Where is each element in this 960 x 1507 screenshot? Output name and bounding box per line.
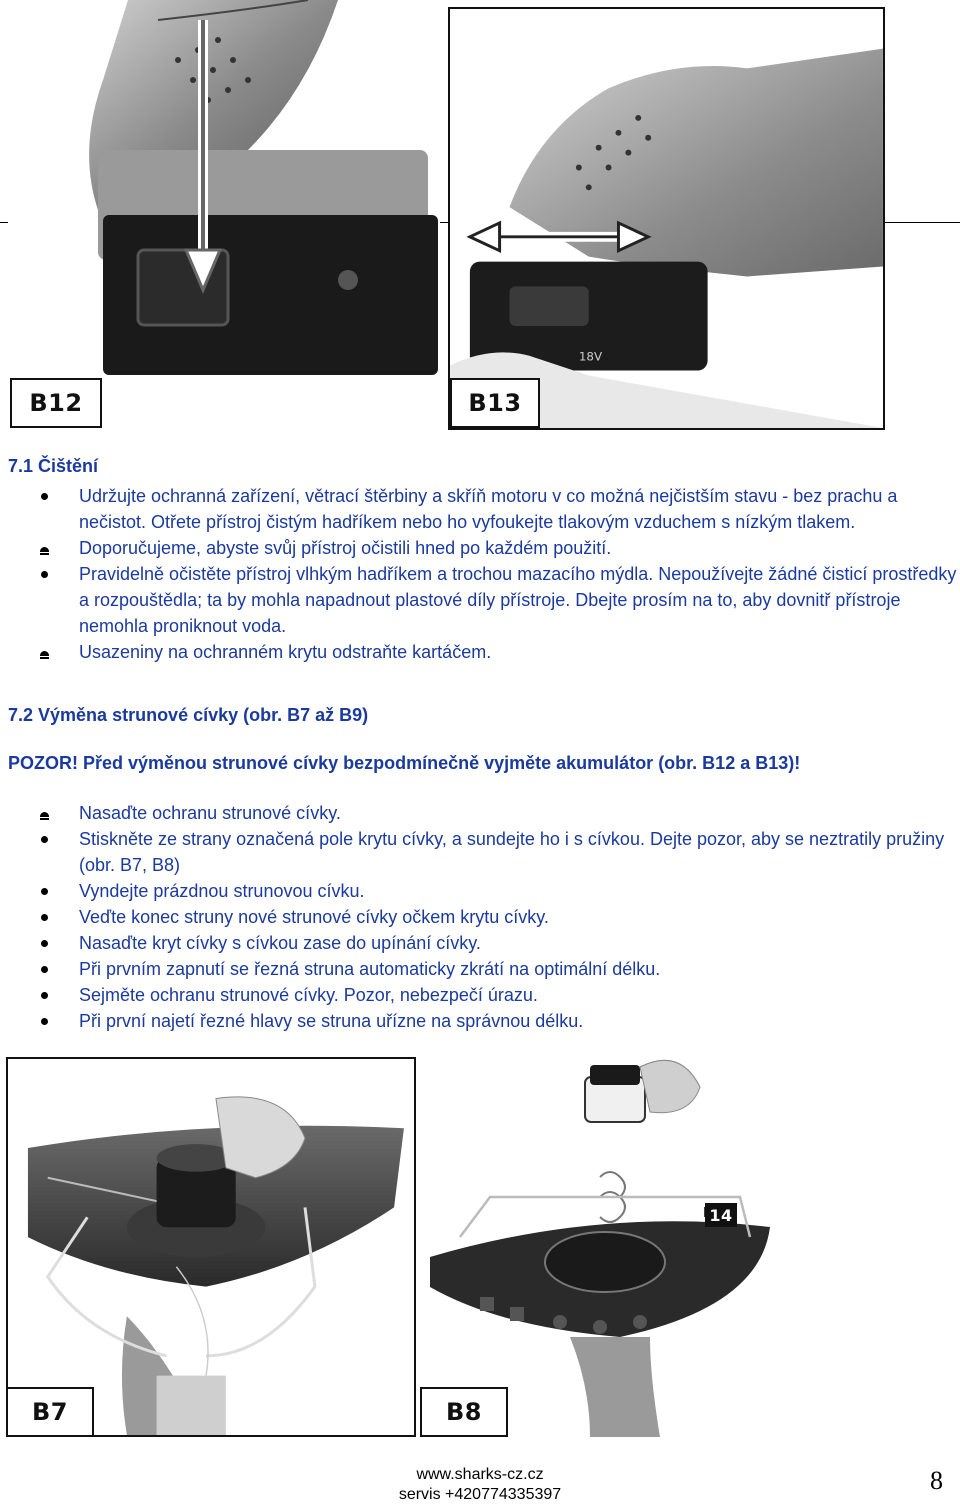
list-item — [0, 930, 960, 956]
bullet-icon — [41, 493, 48, 500]
figure-b12-label: B12 — [10, 378, 102, 428]
list-item — [0, 878, 960, 904]
list-item-text: Nasaďte kryt cívky s cívkou zase do upínání cívky. — [79, 933, 481, 953]
bullet-icon — [40, 812, 49, 817]
section-cleaning-heading: 7.1 Čištění — [8, 456, 99, 476]
list-item — [0, 561, 960, 639]
bullet-icon — [41, 888, 48, 895]
bullet-icon — [41, 1018, 48, 1025]
bullet-icon — [40, 651, 49, 656]
cleaning-list — [0, 483, 960, 665]
bullet-icon — [40, 547, 49, 552]
bullet-icon — [41, 836, 48, 843]
replace-list — [0, 800, 960, 1034]
list-item-text: Usazeniny na ochranném krytu odstraňte kartáčem. — [79, 642, 492, 662]
list-item-text: Nasaďte ochranu strunové cívky. — [79, 803, 341, 823]
battery-remove-illustration — [450, 9, 883, 428]
page-number: 8 — [930, 1466, 943, 1495]
list-item — [0, 956, 960, 982]
list-item — [0, 826, 960, 878]
figure-b12-photo — [8, 0, 440, 430]
footer-website: www.sharks-cz.cz — [416, 1466, 544, 1483]
list-item — [0, 483, 960, 535]
bullet-icon — [41, 571, 48, 578]
list-item-text: Vyndejte prázdnou strunovou cívku. — [79, 881, 365, 901]
section-replace-heading: 7.2 Výměna strunové cívky (obr. B7 až B9) — [8, 705, 369, 725]
figure-b8-callout: 14 — [705, 1203, 737, 1227]
battery-insert-illustration — [8, 0, 440, 430]
list-item-text: Sejměte ochranu strunové cívky. Pozor, nebezpečí úrazu. — [79, 985, 538, 1005]
list-item — [0, 904, 960, 930]
figure-b7-photo — [6, 1057, 416, 1437]
list-item — [0, 982, 960, 1008]
list-item-text: Při první najetí řezné hlavy se struna uřízne na správnou délku. — [79, 1011, 584, 1031]
spool-cover-removal-illustration — [8, 1059, 414, 1435]
battery-marking: 18V — [578, 349, 603, 364]
list-item — [0, 800, 960, 826]
list-item-text: Veďte konec struny nové strunové cívky očkem krytu cívky. — [79, 907, 549, 927]
bullet-icon — [41, 914, 48, 921]
list-item-text: Pravidelně očistěte přístroj vlhkým hadříkem a trochou mazacího mýdla. Nepoužívejte žádné čisticí prostředky a rozpouštědla; ta by mohla napadnout plastové díly přístroje. Dbejte prosím na to, aby dovnitř přístroje nemohla proniknout voda. — [79, 564, 957, 636]
figure-b13-photo — [448, 7, 885, 430]
list-item — [0, 535, 960, 561]
warning-text: POZOR! Před výměnou strunové cívky bezpodmínečně vyjměte akumulátor (obr. B12 a B13)! — [8, 753, 801, 773]
bullet-icon — [41, 966, 48, 973]
figure-b8-label: B8 — [420, 1387, 508, 1437]
list-item — [0, 1008, 960, 1034]
bullet-icon — [41, 992, 48, 999]
list-item-text: Při prvním zapnutí se řezná struna automaticky zkrátí na optimální délku. — [79, 959, 661, 979]
figure-b13-label: B13 — [450, 378, 540, 428]
figure-b8-photo — [420, 1057, 795, 1437]
spool-exploded-illustration — [420, 1057, 795, 1437]
figure-b7-label: B7 — [6, 1387, 94, 1437]
list-item-text: Doporučujeme, abyste svůj přístroj očistili hned po každém použití. — [79, 538, 612, 558]
footer-service: servis +420774335397 — [398, 1486, 562, 1503]
list-item-text: Udržujte ochranná zařízení, větrací štěrbiny a skříň motoru v co možná nejčistším stavu - bez prachu a nečistot. Otřete přístroj čistým hadříkem nebo ho vyfoukejte tlakovým vzduchem s nízkým tlakem. — [79, 486, 898, 532]
bullet-icon — [41, 940, 48, 947]
list-item-text: Stiskněte ze strany označená pole krytu cívky, a sundejte ho i s cívkou. Dejte pozor, aby se neztratily pružiny (obr. B7, B8) — [79, 829, 945, 875]
list-item — [0, 639, 960, 665]
